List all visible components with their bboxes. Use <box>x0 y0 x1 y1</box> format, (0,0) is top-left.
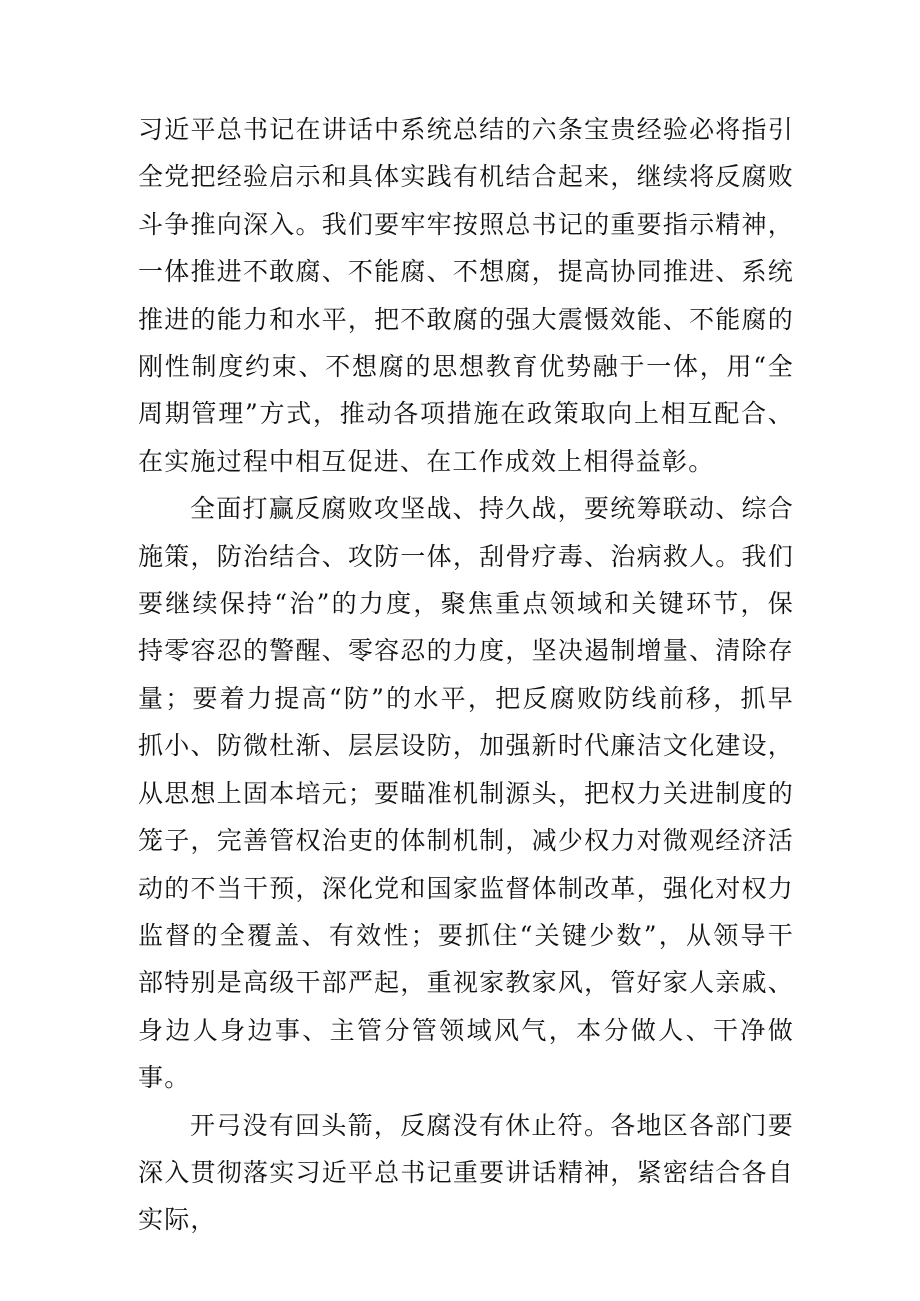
body-text <box>138 106 794 1244</box>
paragraph-continuation: 习近平总书记在讲话中系统总结的六条宝贵经验必将指引全党把经验启示和具体实践有机结合起来，继续将反腐败斗争推向深入。我们要牢牢按照总书记的重要指示精神，一体推进不敢腐、不能腐、不想腐，提高协同推进、系统推进的能力和水平，把不敢腐的强大震慑效能、不能腐的刚性制度约束、不想腐的思想教育优势融于一体，用“全周期管理”方式，推动各项措施在政策取向上相互配合、在实施过程中相互促进、在工作成效上相得益彰。 <box>138 115 794 476</box>
paragraph: 全面打赢反腐败攻坚战、持久战，要统筹联动、综合施策，防治结合、攻防一体，刮骨疗毒、治病救人。我们要继续保持“治”的力度，聚焦重点领域和关键环节，保持零容忍的警醒、零容忍的力度，坚决遏制增量、清除存量；要着力提高“防”的水平，把反腐败防线前移，抓早抓小、防微杜渐、层层设防，加强新时代廉洁文化建设，从思想上固本培元；要瞄准机制源头，把权力关进制度的笼子，完善管权治吏的体制机制，减少权力对微观经济活动的不当干预，深化党和国家监督体制改革，强化对权力监督的全覆盖、有效性；要抓住“关键少数”，从领导干部特别是高级干部严起，重视家教家风，管好家人亲戚、身边人身边事、主管分管领域风气，本分做人、干净做事。 <box>138 494 794 1093</box>
paragraph: 开弓没有回头箭，反腐没有休止符。各地区各部门要深入贯彻落实习近平总书记重要讲话精神，紧密结合各自实际， <box>138 1110 794 1235</box>
